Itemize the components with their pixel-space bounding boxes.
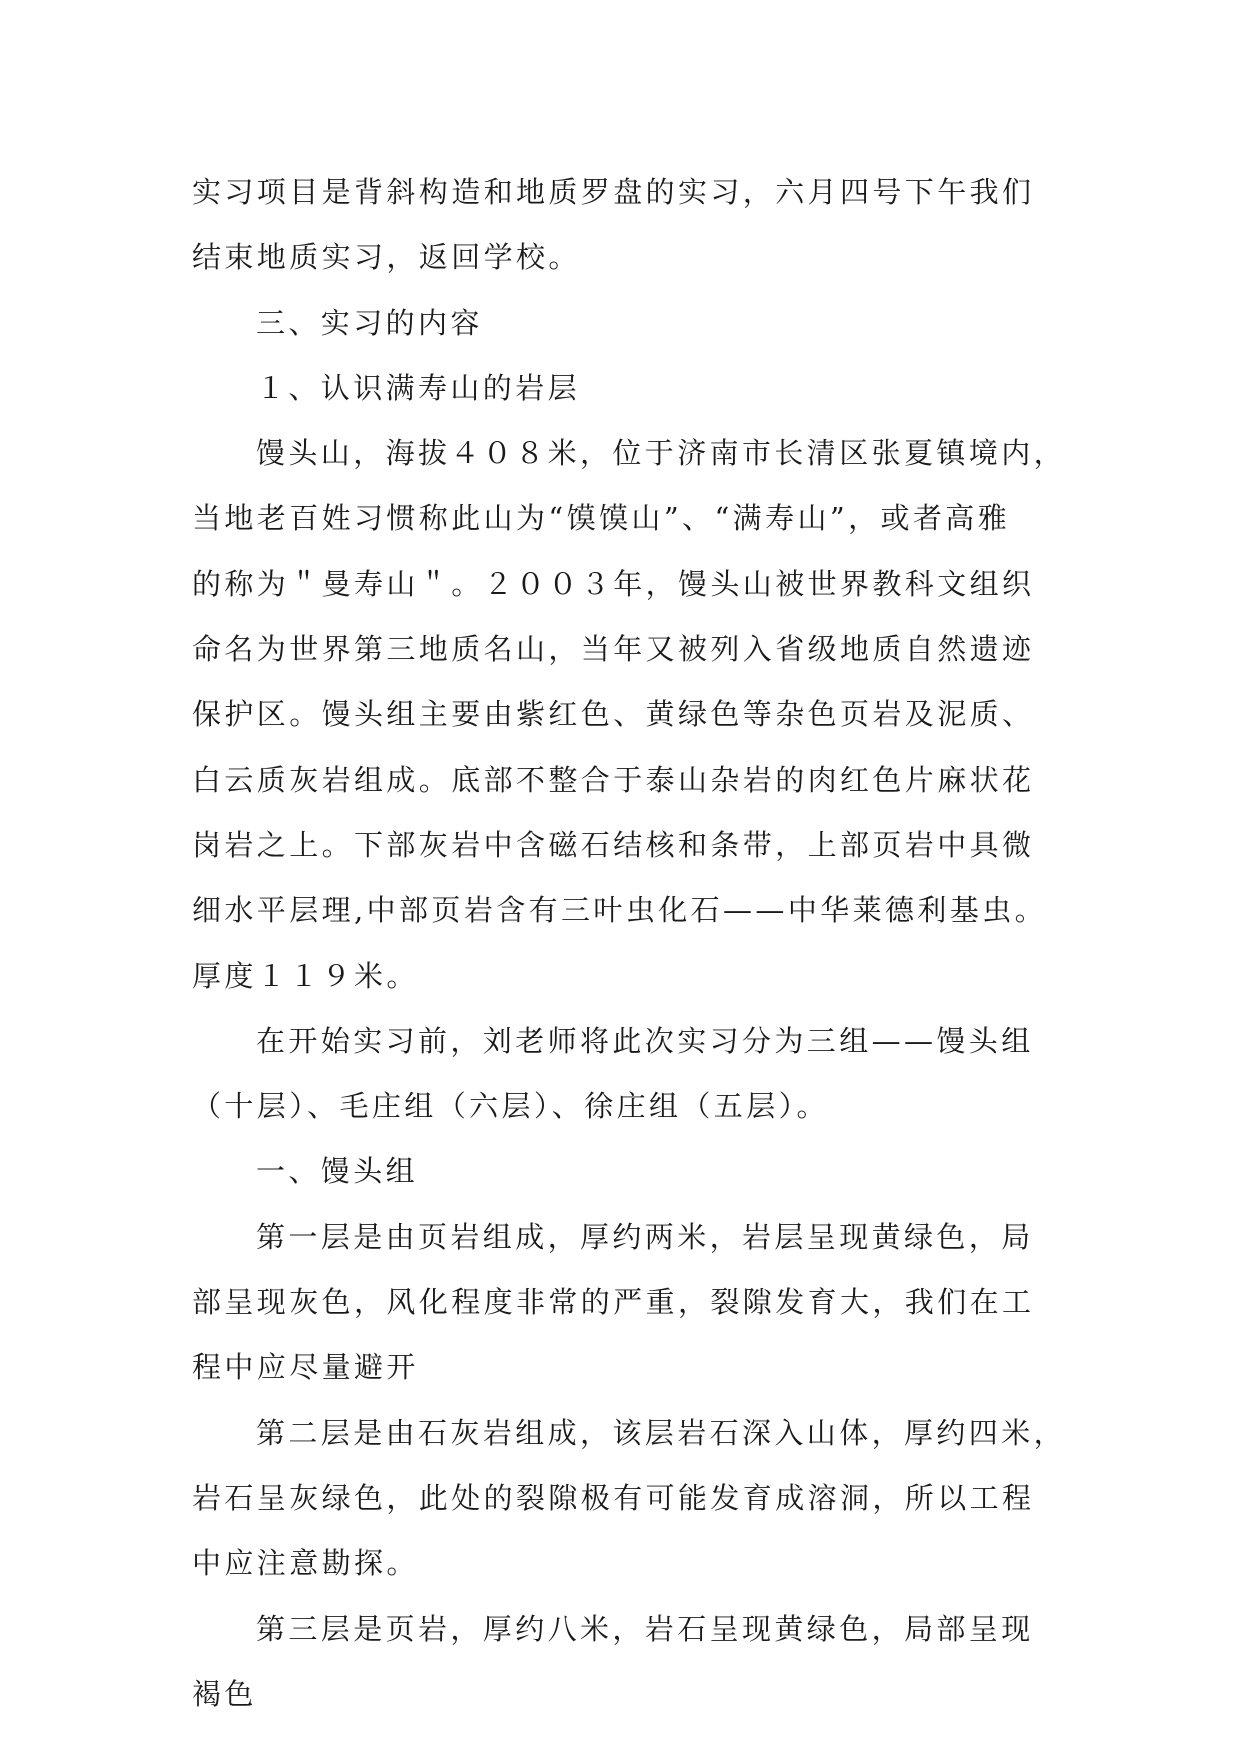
text-line: 岩石呈灰绿色，此处的裂隙极有可能发育成溶洞，所以工程 — [192, 1480, 1035, 1515]
paragraph-layer-2 — [192, 1401, 1067, 1597]
text-line: 第二层是由石灰岩组成，该层岩石深入山体，厚约四米， — [256, 1415, 1067, 1450]
text-line: 保护区。馒头组主要由紫红色、黄绿色等杂色页岩及泥质、 — [192, 697, 1035, 732]
text-line: 在开始实习前，刘老师将此次实习分为三组——馒头组 — [256, 1023, 1034, 1058]
paragraph-1 — [192, 160, 1052, 291]
text-line: 三、实习的内容 — [256, 305, 483, 340]
text-line: 的称为＂曼寿山＂。２００３年，馒头山被世界教科文组织 — [192, 566, 1035, 601]
section-heading-mantou-group — [192, 1139, 1052, 1204]
paragraph-layer-3 — [192, 1597, 1052, 1728]
text-line: 白云质灰岩组成。底部不整合于泰山杂岩的肉红色片麻状花 — [192, 762, 1035, 797]
paragraph-mantou-mountain — [192, 421, 1067, 1009]
text-line: 部呈现灰色，风化程度非常的严重，裂隙发育大，我们在工 — [192, 1285, 1035, 1320]
document-body — [192, 160, 1067, 1727]
text-line: 褐色 — [192, 1676, 257, 1711]
text-line: 第一层是由页岩组成，厚约两米，岩层呈现黄绿色，局 — [256, 1219, 1034, 1254]
section-heading-content — [192, 291, 1052, 356]
text-line: 岗岩之上。下部灰岩中含磁石结核和条带，上部页岩中具微 — [192, 827, 1035, 862]
text-line: 第三层是页岩，厚约八米，岩石呈现黄绿色，局部呈现 — [256, 1611, 1034, 1646]
text-line: 中应注意勘探。 — [192, 1546, 419, 1581]
subsection-heading-rock-layers — [192, 356, 1052, 421]
paragraph-groups — [192, 1009, 1052, 1140]
text-line: 命名为世界第三地质名山，当年又被列入省级地质自然遗迹 — [192, 632, 1035, 667]
text-line: 馒头山，海拔４０８米，位于济南市长清区张夏镇境内， — [256, 436, 1067, 471]
text-line: 细水平层理,中部页岩含有三叶虫化石——中华莱德利基虫。 — [192, 893, 1048, 928]
text-line: （十层）、毛庄组（六层）、徐庄组（五层）。 — [192, 1089, 829, 1124]
paragraph-layer-1 — [192, 1205, 1052, 1401]
text-line: 结束地质实习，返回学校。 — [192, 240, 581, 275]
text-line: 厚度１１９米。 — [192, 958, 419, 993]
text-line: 一、馒头组 — [256, 1154, 419, 1189]
text-line: 程中应尽量避开 — [192, 1350, 419, 1385]
text-line: 当地老百姓习惯称此山为“馍馍山”、“满寿山”，或者高雅 — [192, 501, 1011, 536]
text-line: 实习项目是背斜构造和地质罗盘的实习，六月四号下午我们 — [192, 175, 1035, 209]
text-line: １、认识满寿山的岩层 — [256, 370, 581, 405]
